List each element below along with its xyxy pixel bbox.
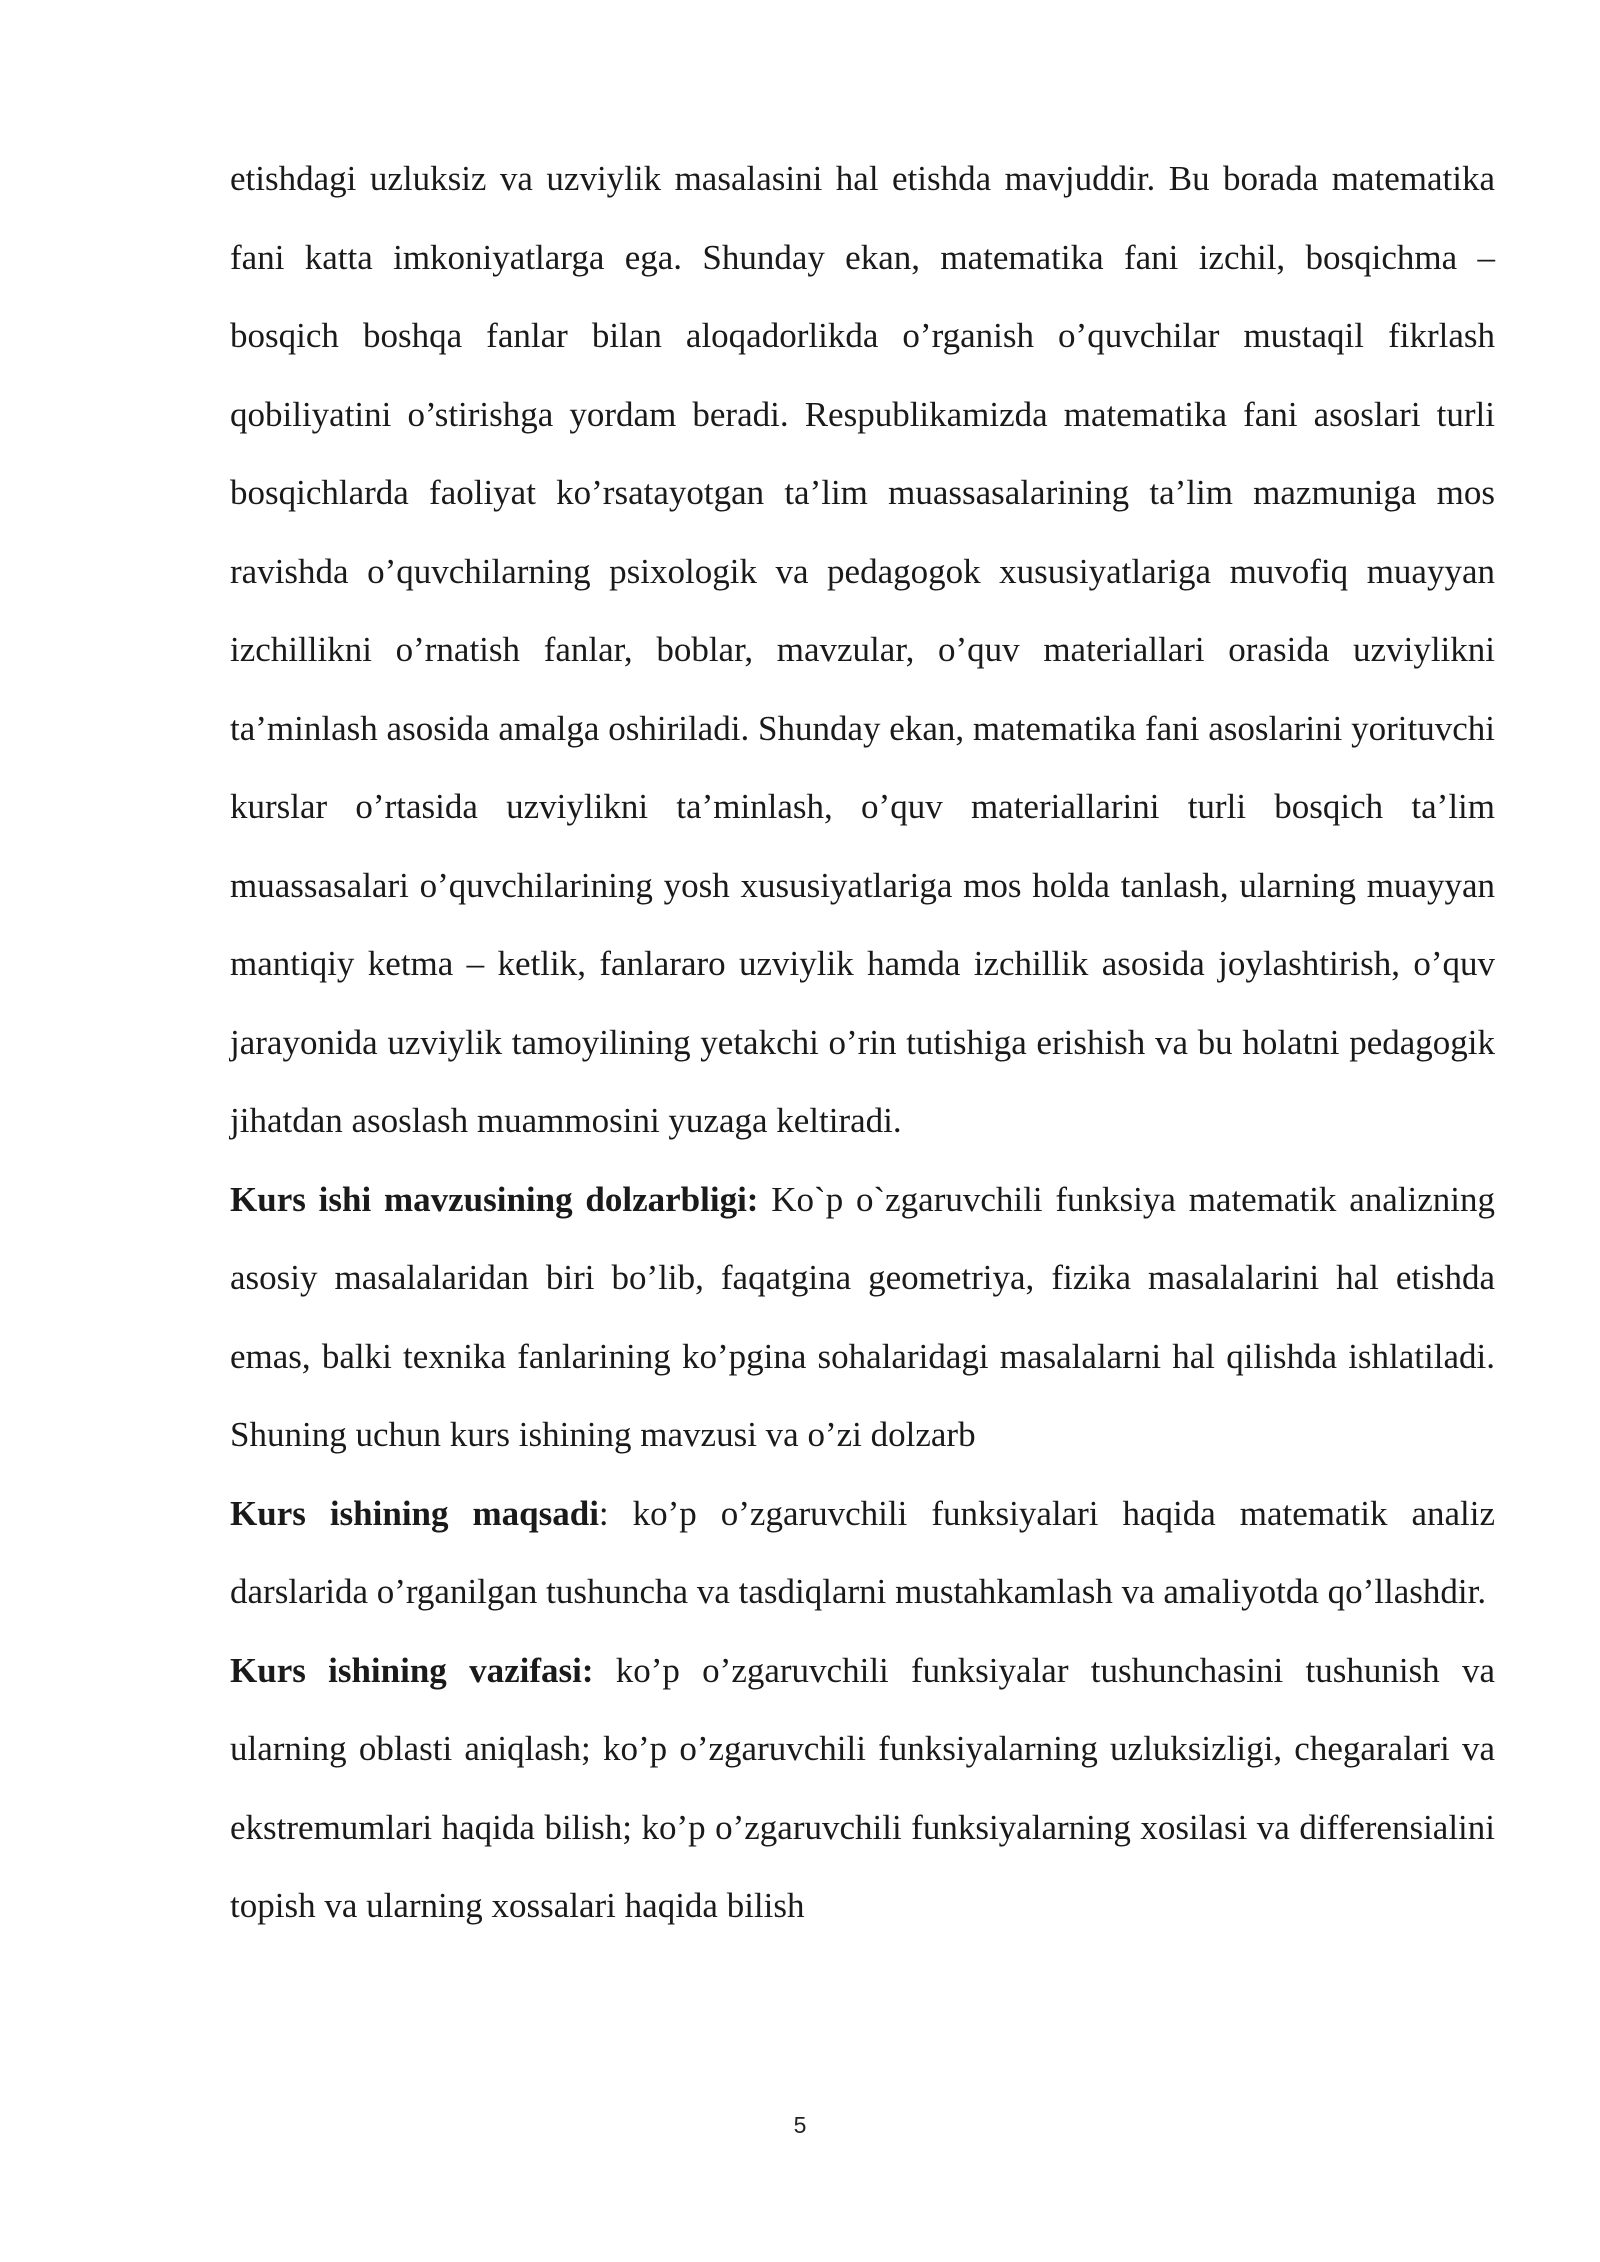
document-body bbox=[230, 140, 1495, 1946]
tasks-heading: Kurs ishining vazifasi: bbox=[230, 1650, 594, 1690]
paragraph-intro-text: etishdagi uzluksiz va uzviylik masalasini hal etishda mavjuddir. Bu borada matematika fani katta imkoniyatlarga ega. Shunday ekan, matematika fani izchil, bosqichma – bosqich boshqa fanlar bilan aloqadorlikda o’rganish o’quvchilar mustaqil fikrlash qobiliyatini o’stirishga yordam beradi. Respublikamizda matematika fani asoslari turli bosqichlarda faoliyat ko’rsatayotgan ta’lim muassasalarining ta’lim mazmuniga mos ravishda o’quvchilarning psixologik va pedagogok xususiyatlariga muvofiq muayyan izchillikni o’rnatish fanlar, boblar, mavzular, o’quv materiallari orasida uzviylikni ta’minlash asosida amalga oshiriladi. Shunday ekan, matematika fani asoslarini yorituvchi kurslar o’rtasida uzviylikni ta’minlash, o’quv materiallarini turli bosqich ta’lim muassasalari o’quvchilarining yosh xususiyatlariga mos holda tanlash, ularning muayyan mantiqiy ketma – ketlik, fanlararo uzviylik hamda izchillik asosida joylashtirish, o’quv jarayonida uzviylik tamoyilining yetakchi o’rin tutishiga erishish va bu holatni pedagogik jihatdan asoslash muammosini yuzaga keltiradi. bbox=[230, 159, 1495, 1140]
tasks-text: ko’p o’zgaruvchili funksiyalar tushunchasini tushunish va ularning oblasti aniqlash; ko’p o’zgaruvchili funksiyalarning uzluksizligi, chegaralari va ekstremumlari haqida bilish; ko’p o’zgaruvchili funksiyalarning xosilasi va differensialini topish va ularning xossalari haqida bilish bbox=[230, 1650, 1495, 1925]
goal-heading: Kurs ishining maqsadi bbox=[230, 1493, 599, 1533]
relevance-heading: Kurs ishi mavzusining dolzarbligi: bbox=[230, 1179, 759, 1219]
paragraph-relevance bbox=[230, 1161, 1495, 1475]
goal-text: : ko’p o’zgaruvchili funksiyalari haqida matematik analiz darslarida o’rganilgan tushuncha va tasdiqlarni mustahkamlash va amaliyotda qo’llashdir. bbox=[230, 1493, 1495, 1611]
relevance-text: Ko`p o`zgaruvchili funksiya matematik analizning asosiy masalalaridan biri bo’lib, faqatgina geometriya, fizika masalalarini hal etishda emas, balki texnika fanlarining ko’pgina sohalaridagi masalalarni hal qilishda ishlatiladi. Shuning uchun kurs ishining mavzusi va o’zi dolzarb bbox=[230, 1179, 1495, 1454]
paragraph-intro bbox=[230, 140, 1495, 1161]
page-number: 5 bbox=[793, 2112, 807, 2138]
paragraph-tasks bbox=[230, 1632, 1495, 1946]
paragraph-goal bbox=[230, 1475, 1495, 1632]
